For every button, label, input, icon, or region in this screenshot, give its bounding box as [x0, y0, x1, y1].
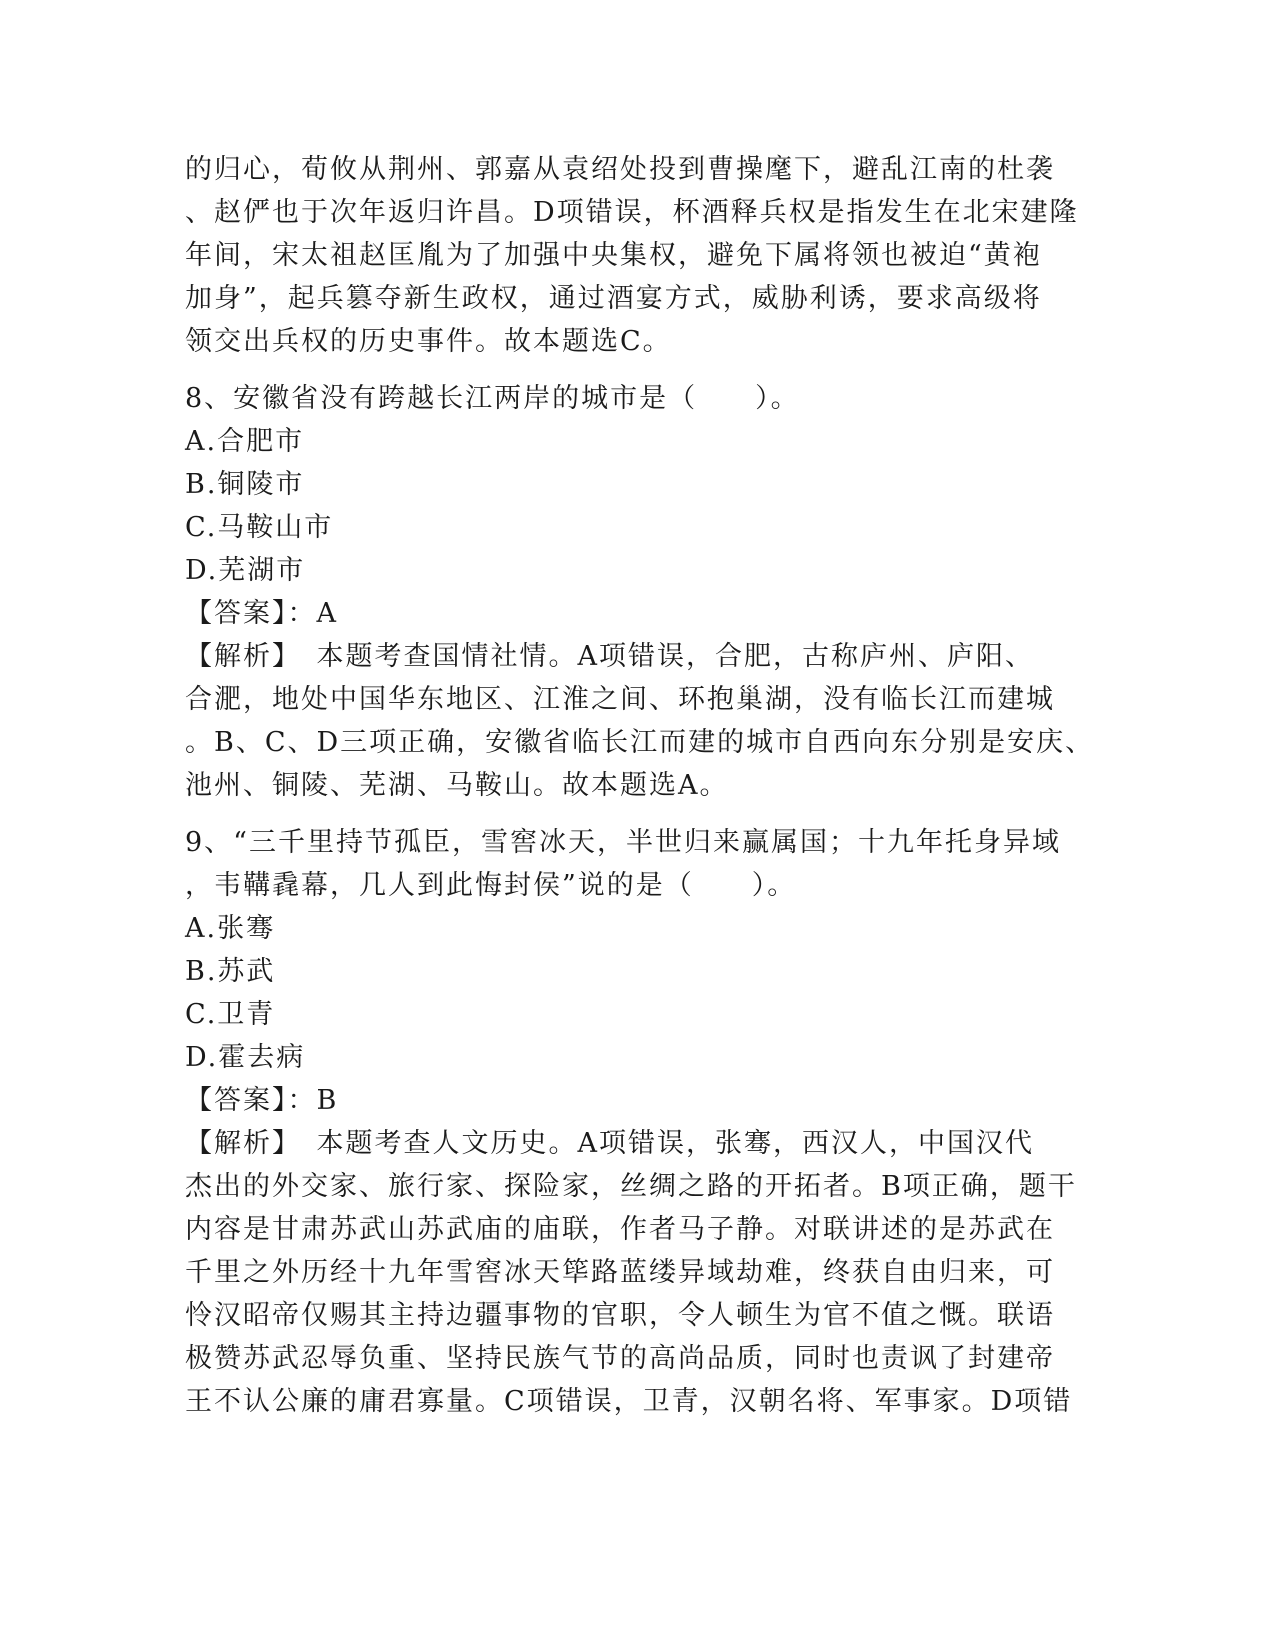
option-d: D.芜湖市	[185, 555, 306, 586]
text-line: 的归心，荀攸从荆州、郭嘉从袁绍处投到曹操麾下，避乱江南的杜袭	[185, 154, 1055, 185]
explanation-line: 池州、铜陵、芜湖、马鞍山。故本题选A。	[185, 770, 729, 801]
text-line: 加身”，起兵篡夺新生政权，通过酒宴方式，威胁利诱，要求高级将	[185, 283, 1042, 314]
option-a: A.合肥市	[185, 426, 305, 457]
answer: 【答案】：B	[185, 1085, 339, 1116]
question-8	[185, 377, 1095, 807]
explanation-line: 王不认公廉的庸君寡量。C项错误，卫青，汉朝名将、军事家。D项错	[185, 1386, 1073, 1417]
option-d: D.霍去病	[185, 1042, 306, 1073]
explanation-line: 合淝，地处中国华东地区、江淮之间、环抱巢湖，没有临长江而建城	[185, 684, 1055, 715]
question-text: 9、“三千里持节孤臣，雪窖冰天，半世归来赢属国；十九年托身异域	[185, 827, 1061, 858]
option-c: C.卫青	[185, 999, 276, 1030]
explanation-line: 杰出的外交家、旅行家、探险家，丝绸之路的开拓者。B项正确，题干	[185, 1171, 1077, 1202]
explanation-line: 千里之外历经十九年雪窖冰天筚路蓝缕异域劫难，终获自由归来，可	[185, 1257, 1055, 1288]
question-text: 8、安徽省没有跨越长江两岸的城市是（ ）。	[185, 383, 800, 414]
question-9	[185, 821, 1085, 1423]
option-b: B.苏武	[185, 956, 276, 987]
document-page	[185, 148, 1095, 1423]
explanation-line: 。B、C、D三项正确，安徽省临长江而建的城市自西向东分别是安庆、	[185, 727, 1095, 758]
option-a: A.张骞	[185, 913, 276, 944]
option-c: C.马鞍山市	[185, 512, 334, 543]
option-b: B.铜陵市	[185, 469, 305, 500]
previous-explanation	[185, 148, 1085, 363]
explanation-line: 【解析】 本题考查人文历史。A项错误，张骞，西汉人，中国汉代	[185, 1128, 1034, 1159]
answer: 【答案】：A	[185, 598, 338, 629]
text-line: 领交出兵权的历史事件。故本题选C。	[185, 326, 672, 357]
explanation-line: 【解析】 本题考查国情社情。A项错误，合肥，古称庐州、庐阳、	[185, 641, 1034, 672]
explanation-line: 怜汉昭帝仅赐其主持边疆事物的官职，令人顿生为官不值之慨。联语	[185, 1300, 1055, 1331]
question-text: ，韦鞲毳幕，几人到此悔封侯”说的是（ ）。	[185, 870, 797, 901]
explanation-line: 内容是甘肃苏武山苏武庙的庙联，作者马子静。对联讲述的是苏武在	[185, 1214, 1055, 1245]
text-line: 年间，宋太祖赵匡胤为了加强中央集权，避免下属将领也被迫“黄袍	[185, 240, 1042, 271]
text-line: 、赵俨也于次年返归许昌。D项错误，杯酒释兵权是指发生在北宋建隆	[185, 197, 1079, 228]
explanation-line: 极赞苏武忍辱负重、坚持民族气节的高尚品质，同时也责讽了封建帝	[185, 1343, 1055, 1374]
